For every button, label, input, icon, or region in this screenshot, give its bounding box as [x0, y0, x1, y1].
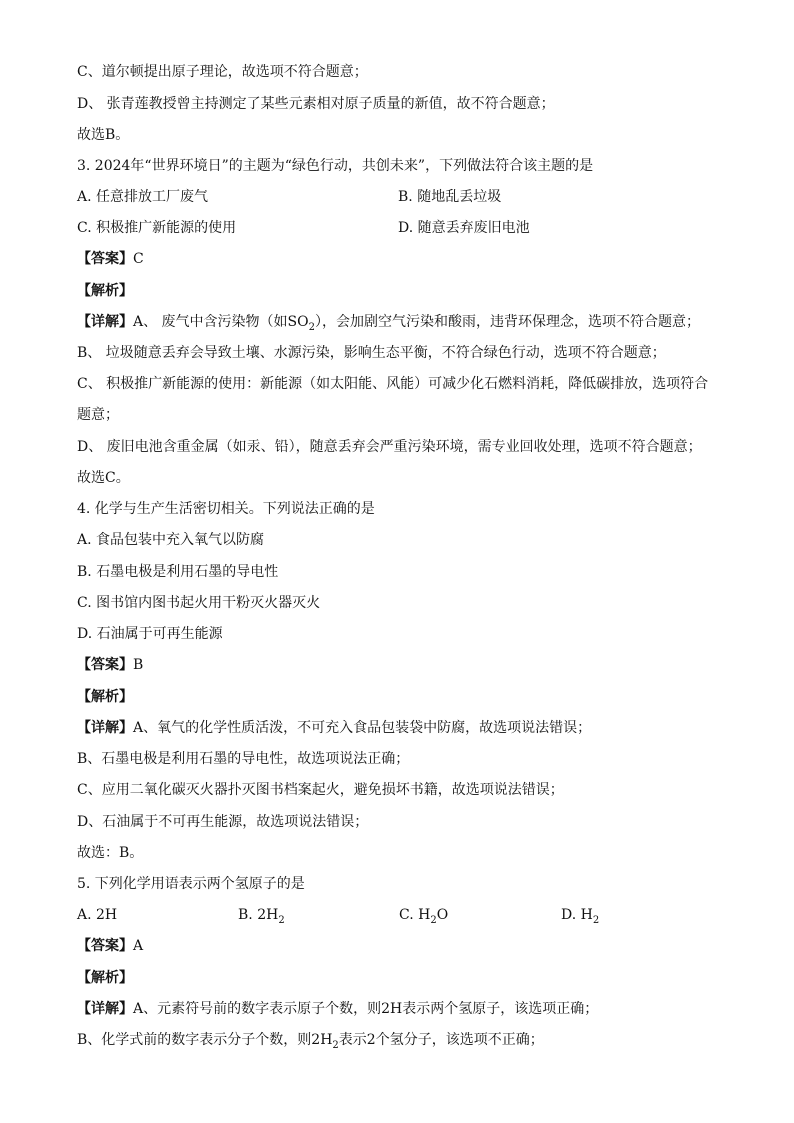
detail-text: 表示2个氢分子，该选项不正确；	[338, 1032, 544, 1048]
option-text: C. H	[399, 907, 431, 923]
question-4-stem: 4. 化学与生产生活密切相关。下列说法正确的是	[77, 501, 375, 517]
answer-value: B	[133, 657, 144, 673]
answer-label: 【答案】	[77, 938, 133, 954]
q4-option-d: D. 石油属于可再生能源	[77, 626, 223, 642]
subscript: 2	[592, 914, 600, 926]
option-text: D. H	[561, 907, 593, 923]
q3-detail-d: D、 废旧电池含重金属（如汞、铅），随意丢弃会严重污染环境，需专业回收处理，选项不符合题意；	[77, 439, 702, 455]
subscript: 2	[308, 321, 316, 333]
q4-analysis-label: 【解析】	[77, 689, 133, 705]
q4-option-a: A. 食品包装中充入氧气以防腐	[77, 532, 265, 548]
q3-detail-a	[77, 313, 717, 331]
q4-answer	[77, 656, 717, 674]
detail-text: A、氧气的化学性质活泼，不可充入食品包装袋中防腐，故选项说法错误；	[133, 720, 592, 736]
q4-option-b: B. 石墨电极是利用石墨的导电性	[77, 564, 279, 580]
answer-value: C	[133, 251, 144, 267]
answer-value: A	[133, 938, 144, 954]
q5-analysis-label: 【解析】	[77, 970, 133, 986]
q3-option-d: D. 随意丢弃废旧电池	[398, 220, 530, 236]
text-line: 故选B。	[77, 127, 130, 143]
answer-label: 【答案】	[77, 657, 133, 673]
q4-option-c: C. 图书馆内图书起火用干粉灭火器灭火	[77, 595, 321, 611]
q4-detail-a	[77, 719, 717, 737]
detail-label: 【详解】	[77, 1001, 133, 1017]
q5-option-a: A. 2H	[77, 907, 118, 923]
q3-detail-c-cont: 题意；	[77, 407, 119, 423]
subscript: 2	[278, 914, 285, 926]
q5-option-c	[399, 906, 448, 924]
q5-option-d	[561, 906, 599, 924]
detail-text: A、 废气中含污染物（如SO	[133, 314, 309, 330]
detail-label: 【详解】	[77, 720, 133, 736]
q5-detail-b	[77, 1031, 717, 1049]
q4-detail-b: B、石墨电极是利用石墨的导电性，故选项说法正确；	[77, 751, 410, 767]
q4-detail-d: D、石油属于不可再生能源，故选项说法错误；	[77, 814, 369, 830]
subscript: 2	[332, 1039, 339, 1051]
detail-text: ），会加剧空气污染和酸雨，违背环保理念，选项不符合题意；	[315, 314, 701, 330]
option-text: B. 2H	[238, 907, 279, 923]
detail-text: B、化学式前的数字表示分子个数，则2H	[77, 1032, 333, 1048]
q3-analysis-label: 【解析】	[77, 283, 133, 299]
detail-label: 【详解】	[77, 314, 133, 330]
q5-option-b	[238, 906, 285, 924]
text-line: C、道尔顿提出原子理论，故选项不符合题意；	[77, 64, 368, 80]
q4-detail-c: C、应用二氧化碳灭火器扑灭图书档案起火，避免损坏书籍，故选项说法错误；	[77, 782, 564, 798]
detail-text: A、元素符号前的数字表示原子个数，则2H表示两个氢原子，该选项正确；	[133, 1001, 599, 1017]
q4-conclusion: 故选：B。	[77, 845, 144, 861]
q3-detail-c: C、 积极推广新能源的使用：新能源（如太阳能、风能）可减少化石燃料消耗，降低碳排放，选项符合	[77, 376, 709, 392]
option-text: O	[436, 907, 449, 923]
q3-conclusion: 故选C。	[77, 470, 130, 486]
question-3-stem: 3. 2024年“世界环境日”的主题为“绿色行动，共创未来”，下列做法符合该主题的是	[77, 158, 594, 174]
q3-option-c: C. 积极推广新能源的使用	[77, 220, 237, 236]
q3-answer	[77, 250, 717, 268]
q3-detail-b: B、 垃圾随意丢弃会导致土壤、水源污染，影响生态平衡，不符合绿色行动，选项不符合题意；	[77, 345, 666, 361]
q5-answer	[77, 937, 717, 955]
q3-option-b: B. 随地乱丢垃圾	[398, 189, 502, 205]
question-5-stem: 5. 下列化学用语表示两个氢原子的是	[77, 876, 305, 892]
subscript: 2	[430, 914, 437, 926]
text-line: D、 张青莲教授曾主持测定了某些元素相对原子质量的新值，故不符合题意；	[77, 96, 555, 112]
answer-label: 【答案】	[77, 251, 133, 267]
q5-detail-a	[77, 1000, 717, 1018]
q3-option-a: A. 任意排放工厂废气	[77, 189, 209, 205]
